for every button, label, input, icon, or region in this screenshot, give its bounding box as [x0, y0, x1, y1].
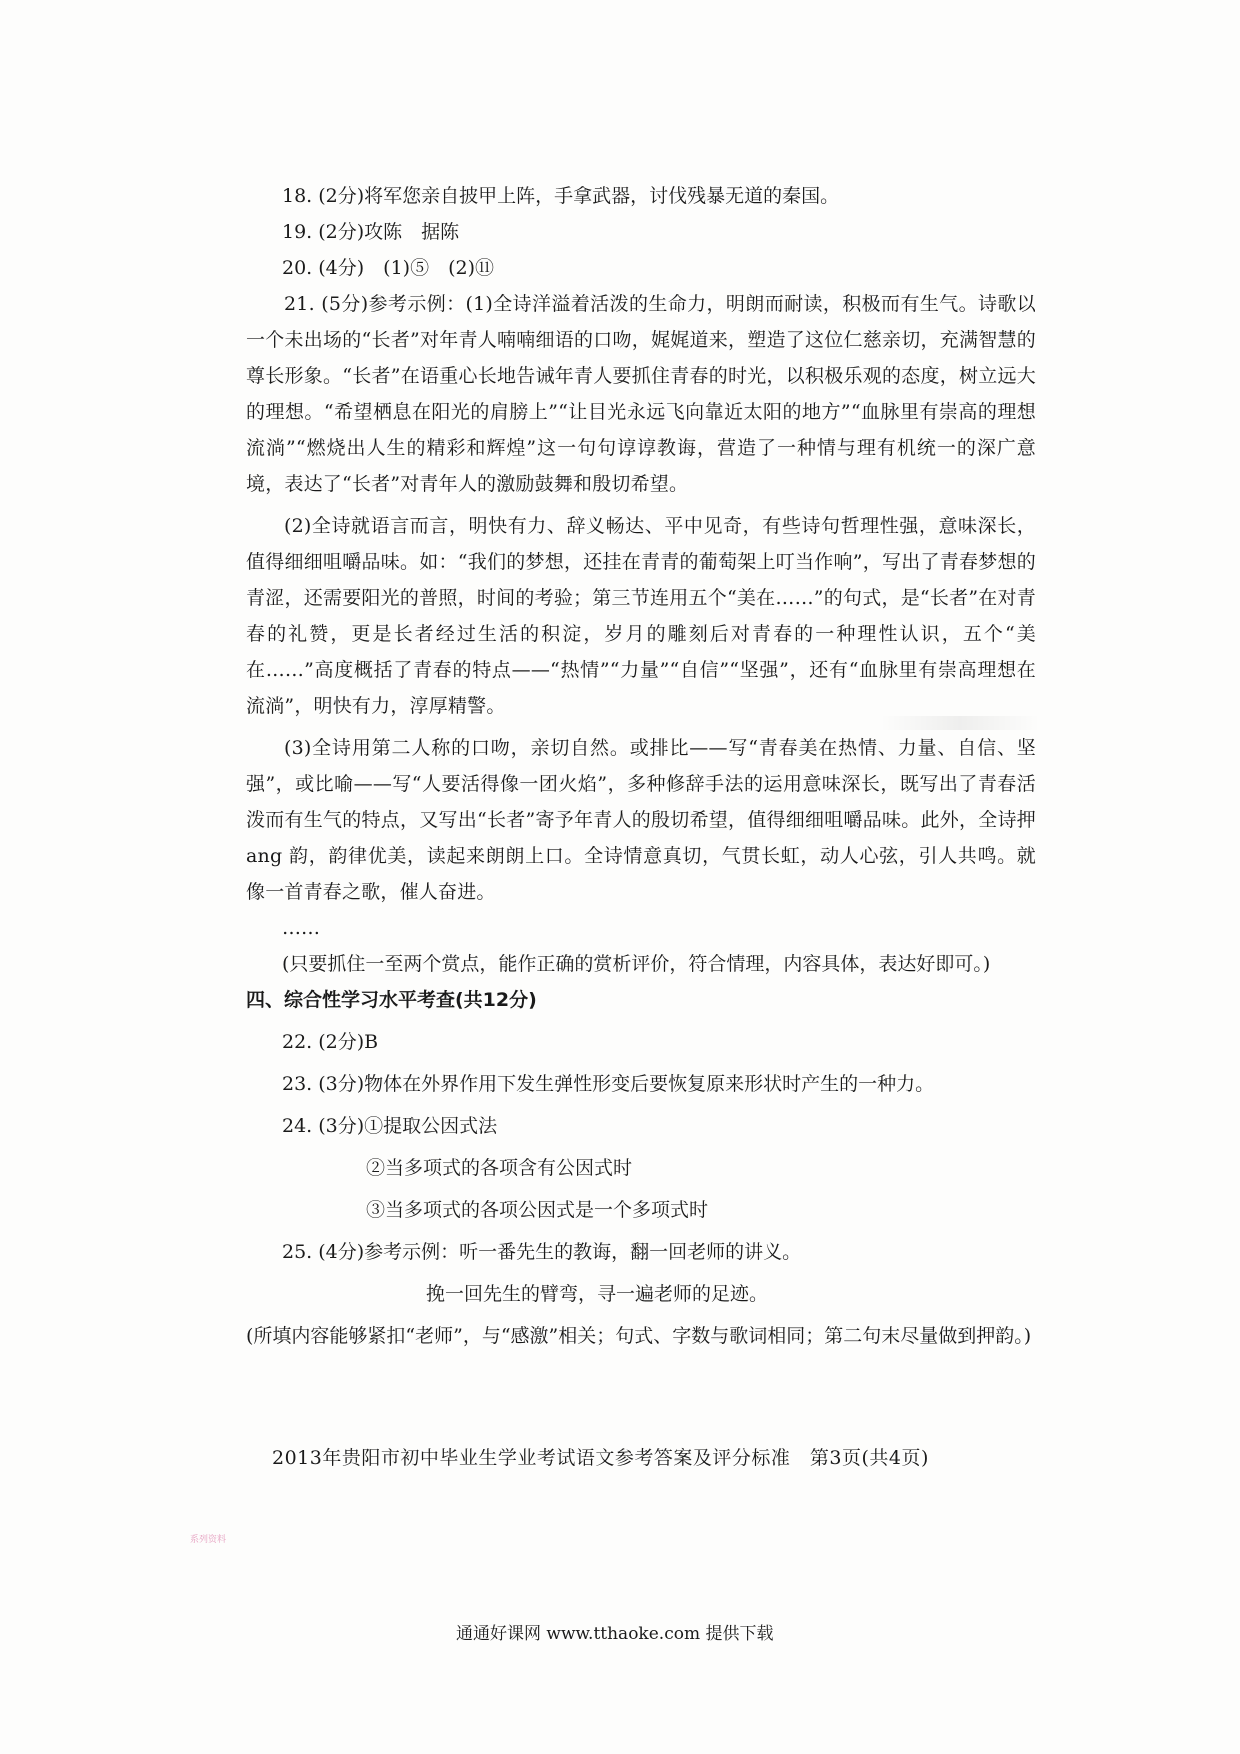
answer-21-note: (只要抓住一至两个赏点，能作正确的赏析评价，符合情理，内容具体，表达好即可。): [282, 953, 991, 975]
answer-21-part-1: 21. (5分)参考示例：(1)全诗洋溢着活泼的生命力，明朗而耐读，积极而有生气。诗歌以一个未出场的“长者”对年青人喃喃细语的口吻，娓娓道来，塑造了这位仁慈亲切，充满智慧的尊长形象。“长者”在语重心长地告诫年青人要抓住青春的时光，以积极乐观的态度，树立远大的理想。“希望栖息在阳光的肩膀上”“让目光永远飞向靠近太阳的地方”“血脉里有崇高的理想流淌”“燃烧出人生的精彩和辉煌”这一句句谆谆教诲，营造了一种情与理有机统一的深广意境，表达了“长者”对青年人的激励鼓舞和殷切希望。: [246, 293, 1036, 495]
answer-18: 18. (2分)将军您亲自披甲上阵，手拿武器，讨伐残暴无道的秦国。: [282, 185, 840, 207]
answer-25-a: 25. (4分)参考示例：听一番先生的教诲，翻一回老师的讲义。: [282, 1241, 802, 1263]
section-4-heading: 四、综合性学习水平考查(共12分): [246, 989, 537, 1011]
answer-20: 20. (4分) (1)⑤ (2)⑪: [282, 257, 494, 279]
answer-22: 22. (2分)B: [282, 1031, 379, 1053]
answer-23: 23. (3分)物体在外界作用下发生弹性形变后要恢复原来形状时产生的一种力。: [282, 1073, 935, 1095]
answer-21-part-2: (2)全诗就语言而言，明快有力、辞义畅达、平中见奇，有些诗句哲理性强，意味深长，值得细细咀嚼品味。如：“我们的梦想，还挂在青青的葡萄架上叮当作响”，写出了青春梦想的青涩，还需要阳光的普照，时间的考验；第三节连用五个“美在……”的句式，是“长者”在对青春的礼赞，更是长者经过生活的积淀，岁月的雕刻后对青春的一种理性认识，五个“美在……”高度概括了青春的特点——“热情”“力量”“自信”“坚强”，还有“血脉里有崇高理想在流淌”，明快有力，淳厚精警。: [246, 515, 1036, 717]
answer-24-b: ②当多项式的各项含有公因式时: [366, 1157, 633, 1179]
download-credit: 通通好课网 www.tthaoke.com 提供下载: [456, 1624, 774, 1644]
answer-24-c: ③当多项式的各项公因式是一个多项式时: [366, 1199, 709, 1221]
answer-19: 19. (2分)攻陈 据陈: [282, 221, 460, 243]
answer-21-part-3: (3)全诗用第二人称的口吻，亲切自然。或排比——写“青春美在热情、力量、自信、坚强”，或比喻——写“人要活得像一团火焰”，多种修辞手法的运用意味深长，既写出了青春活泼而有生气的特点，又写出“长者”寄予年青人的殷切希望，值得细细咀嚼品味。此外，全诗押 ang 韵，韵律优美，读起来朗朗上口。全诗情意真切，气贯长虹，动人心弦，引人共鸣。就像一首青春之歌，催人奋进。: [246, 737, 1036, 903]
answer-content: [246, 178, 1036, 1354]
answer-21-ellipsis: ……: [282, 917, 320, 939]
answer-25-note: (所填内容能够紧扣“老师”，与“感激”相关；句式、字数与歌词相同；第二句末尽量做到押韵。): [246, 1325, 1032, 1347]
page-footer: 2013年贵阳市初中毕业生学业考试语文参考答案及评分标准 第3页(共4页): [272, 1447, 929, 1469]
watermark-mark: 系列资料: [190, 1535, 227, 1545]
answer-24-a: 24. (3分)①提取公因式法: [282, 1115, 498, 1137]
answer-25-b: 挽一回先生的臂弯，寻一遍老师的足迹。: [426, 1283, 769, 1305]
